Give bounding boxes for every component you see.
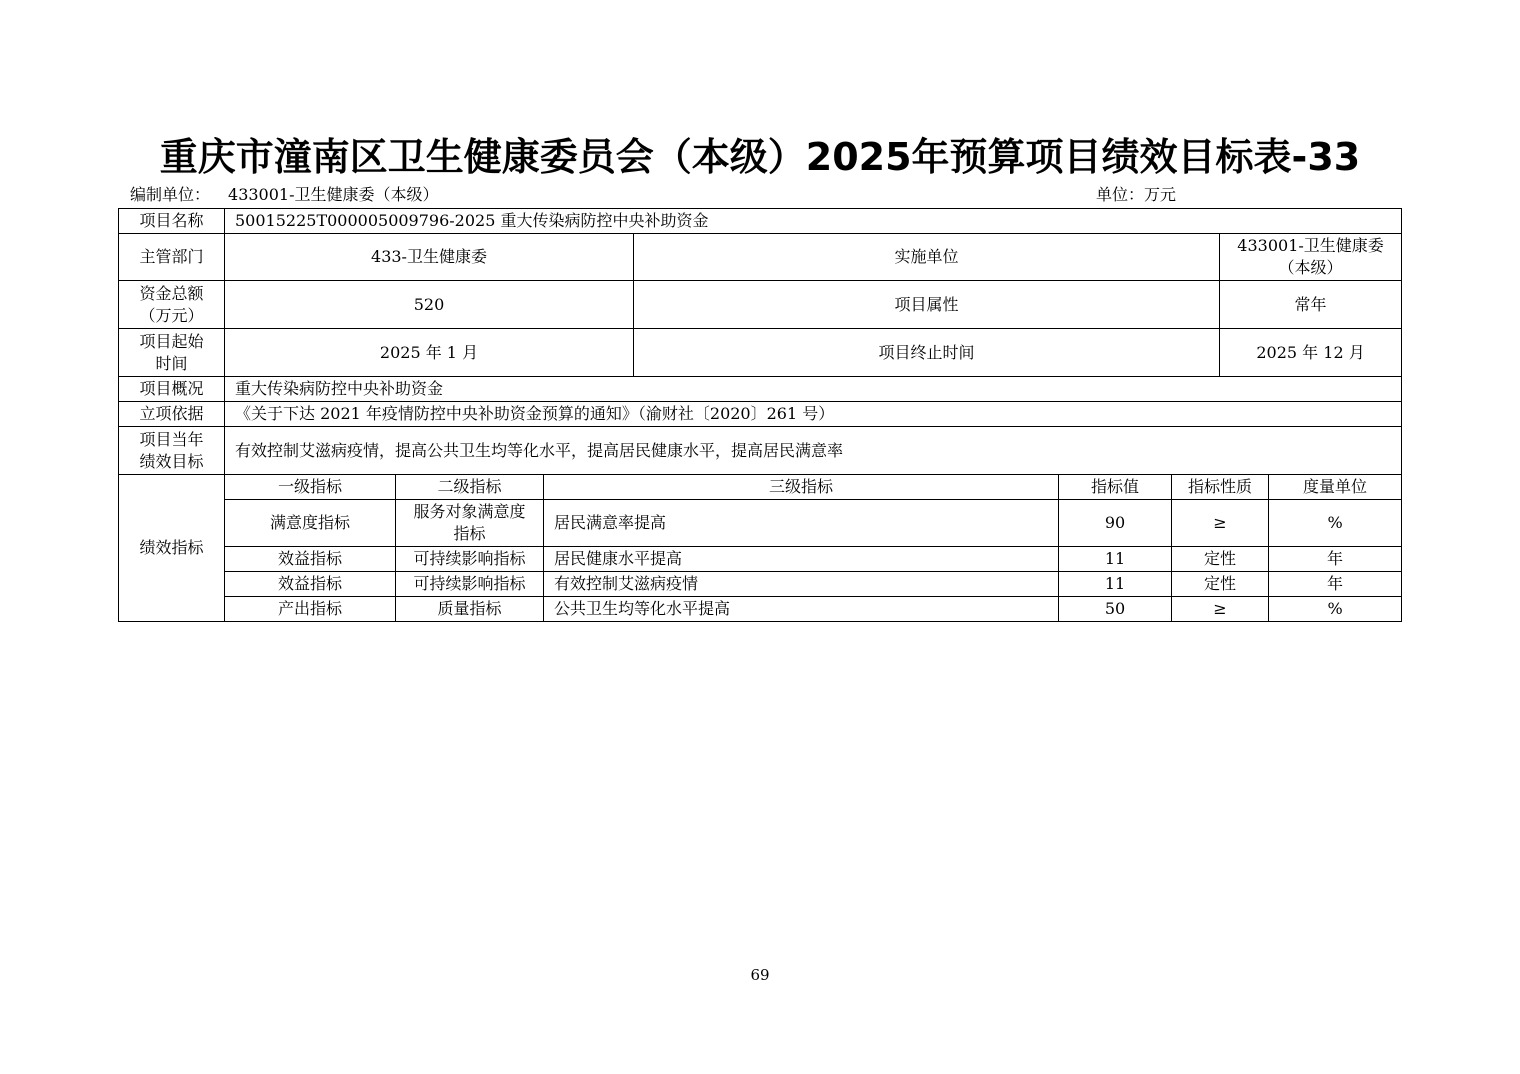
cell-value: 520: [225, 281, 634, 329]
column-header: 一级指标: [225, 475, 396, 500]
page-number: 69: [750, 966, 770, 984]
cell-value: 常年: [1220, 281, 1402, 329]
cell-line: 服务对象满意度: [413, 502, 526, 521]
cell-value: 《关于下达 2021 年疫情防控中央补助资金预算的通知》（渝财社〔2020〕261 号）: [225, 402, 1402, 427]
cell-unit: 年: [1269, 572, 1402, 597]
cell-unit: 年: [1269, 547, 1402, 572]
cell-value: [1220, 234, 1402, 281]
cell-line: 项目起始: [139, 331, 204, 351]
section-label: 绩效指标: [119, 475, 225, 622]
table-row: [119, 547, 1402, 572]
cell-level1: 效益指标: [225, 547, 396, 572]
cell-value: 50015225T000005009796-2025 重大传染病防控中央补助资金: [225, 209, 1402, 234]
column-header: 度量单位: [1269, 475, 1402, 500]
org-value: 433001-卫生健康委（本级）: [228, 185, 439, 204]
table-row: [119, 234, 1402, 281]
table-row: [119, 402, 1402, 427]
cell-line: （万元）: [139, 305, 204, 325]
cell-level2: [396, 500, 544, 547]
cell-label: 项目终止时间: [634, 329, 1220, 377]
cell-value: 50: [1059, 597, 1172, 622]
cell-level2: 可持续影响指标: [396, 547, 544, 572]
cell-label: [119, 427, 225, 475]
cell-level3: 居民满意率提高: [544, 500, 1059, 547]
cell-level3: 有效控制艾滋病疫情: [544, 572, 1059, 597]
performance-table: [118, 208, 1402, 622]
cell-level1: 效益指标: [225, 572, 396, 597]
cell-nature: ≥: [1172, 597, 1269, 622]
cell-line: 指标: [453, 524, 486, 543]
table-row: [119, 427, 1402, 475]
page-title: 重庆市潼南区卫生健康委员会（本级）2025年预算项目绩效目标表-33: [159, 135, 1361, 179]
cell-line: 绩效目标: [139, 451, 204, 471]
cell-nature: 定性: [1172, 547, 1269, 572]
table-row: [119, 500, 1402, 547]
cell-unit: %: [1269, 500, 1402, 547]
cell-label: [119, 281, 225, 329]
table-header-row: [119, 475, 1402, 500]
cell-value: 90: [1059, 500, 1172, 547]
cell-value: 2025 年 1 月: [225, 329, 634, 377]
cell-level2: 可持续影响指标: [396, 572, 544, 597]
cell-level3: 公共卫生均等化水平提高: [544, 597, 1059, 622]
table-row: [119, 329, 1402, 377]
table-row: [119, 281, 1402, 329]
column-header: 指标性质: [1172, 475, 1269, 500]
cell-label: 主管部门: [119, 234, 225, 281]
cell-nature: 定性: [1172, 572, 1269, 597]
cell-label: 实施单位: [634, 234, 1220, 281]
column-header: 二级指标: [396, 475, 544, 500]
cell-nature: ≥: [1172, 500, 1269, 547]
org-line: [130, 184, 439, 206]
cell-label: 立项依据: [119, 402, 225, 427]
table-row: [119, 572, 1402, 597]
cell-value: 有效控制艾滋病疫情，提高公共卫生均等化水平，提高居民健康水平，提高居民满意率: [225, 427, 1402, 475]
cell-value: 433-卫生健康委: [225, 234, 634, 281]
cell-level2: 质量指标: [396, 597, 544, 622]
cell-label: 项目名称: [119, 209, 225, 234]
cell-value: 11: [1059, 572, 1172, 597]
cell-unit: %: [1269, 597, 1402, 622]
table-row: [119, 377, 1402, 402]
cell-line: 时间: [155, 353, 188, 373]
cell-line: 资金总额: [139, 283, 204, 303]
cell-level1: 满意度指标: [225, 500, 396, 547]
org-label: 编制单位：: [130, 185, 211, 204]
column-header: 指标值: [1059, 475, 1172, 500]
cell-label: [119, 329, 225, 377]
cell-value: 重大传染病防控中央补助资金: [225, 377, 1402, 402]
column-header: 三级指标: [544, 475, 1059, 500]
cell-value: 2025 年 12 月: [1220, 329, 1402, 377]
cell-line: 项目当年: [139, 429, 204, 449]
cell-value: 11: [1059, 547, 1172, 572]
table-row: [119, 597, 1402, 622]
cell-level3: 居民健康水平提高: [544, 547, 1059, 572]
cell-line: （本级）: [1278, 258, 1343, 277]
cell-label: 项目属性: [634, 281, 1220, 329]
cell-line: 433001-卫生健康委: [1237, 236, 1384, 255]
cell-label: 项目概况: [119, 377, 225, 402]
table-row: [119, 209, 1402, 234]
cell-level1: 产出指标: [225, 597, 396, 622]
unit-label: 单位：万元: [1096, 185, 1177, 204]
